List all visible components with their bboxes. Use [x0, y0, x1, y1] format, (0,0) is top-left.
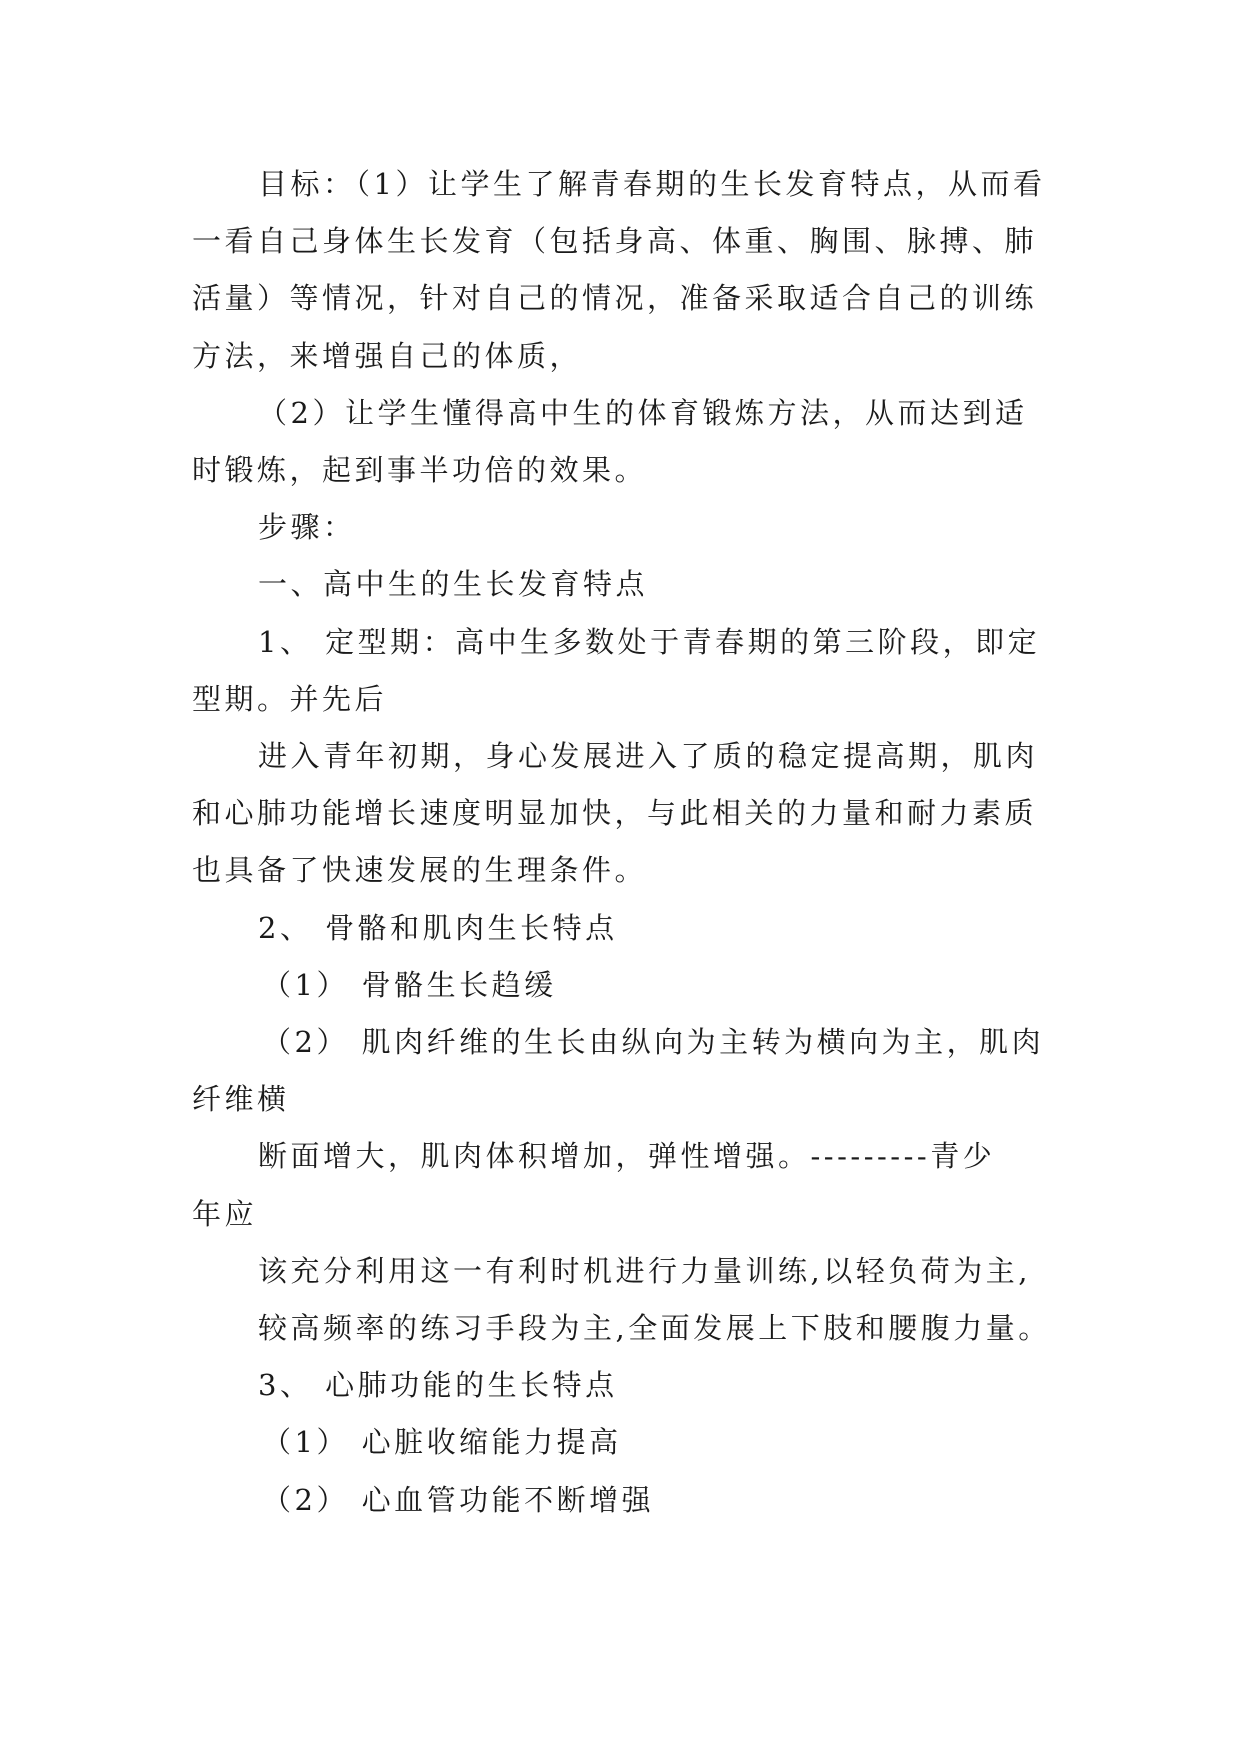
item-2-sub-2-line-2: 纤维横	[192, 1082, 290, 1116]
item-2-sub-2-line-4: 年应	[192, 1197, 258, 1231]
item-3-sub-2: （2） 心血管功能不断增强	[262, 1483, 655, 1517]
goal-line-3: 活量）等情况，针对自己的情况，准备采取适合自己的训练	[192, 281, 1038, 315]
item-3-sub-1: （1） 心脏收缩能力提高	[262, 1425, 622, 1459]
goal-line-4: 方法，来增强自己的体质，	[192, 339, 583, 373]
steps-heading: 步骤：	[258, 510, 356, 544]
goal-2-line-1: （2）让学生懂得高中生的体育锻炼方法，从而达到适	[258, 396, 1028, 430]
item-1-line-5: 也具备了快速发展的生理条件。	[192, 853, 648, 887]
item-1-line-2: 型期。并先后	[192, 682, 388, 716]
item-2-heading: 2、 骨骼和肌肉生长特点	[258, 911, 618, 945]
item-2-sub-1: （1） 骨骼生长趋缓	[262, 968, 557, 1002]
item-1-line-1: 1、 定型期：高中生多数处于青春期的第三阶段，即定	[258, 625, 1041, 659]
goal-line-2: 一看自己身体生长发育（包括身高、体重、胸围、脉搏、肺	[192, 224, 1038, 258]
goal-2-line-2: 时锻炼，起到事半功倍的效果。	[192, 453, 648, 487]
item-3-heading: 3、 心肺功能的生长特点	[258, 1368, 618, 1402]
item-2-sub-2-line-6: 较高频率的练习手段为主,全面发展上下肢和腰腹力量。	[258, 1311, 1051, 1345]
item-2-sub-2-line-3: 断面增大，肌肉体积增加，弹性增强。---------青少	[258, 1139, 996, 1173]
goal-line-1: 目标：（1）让学生了解青春期的生长发育特点，从而看	[258, 167, 1046, 201]
item-2-sub-2-line-5: 该充分利用这一有利时机进行力量训练,以轻负荷为主,	[258, 1254, 1031, 1288]
item-2-sub-2-line-1: （2） 肌肉纤维的生长由纵向为主转为横向为主，肌肉	[262, 1025, 1045, 1059]
item-1-line-3: 进入青年初期，身心发展进入了质的稳定提高期，肌肉	[258, 739, 1039, 773]
item-1-line-4: 和心肺功能增长速度明显加快，与此相关的力量和耐力素质	[192, 796, 1038, 830]
section-1-heading: 一、高中生的生长发育特点	[258, 567, 649, 601]
